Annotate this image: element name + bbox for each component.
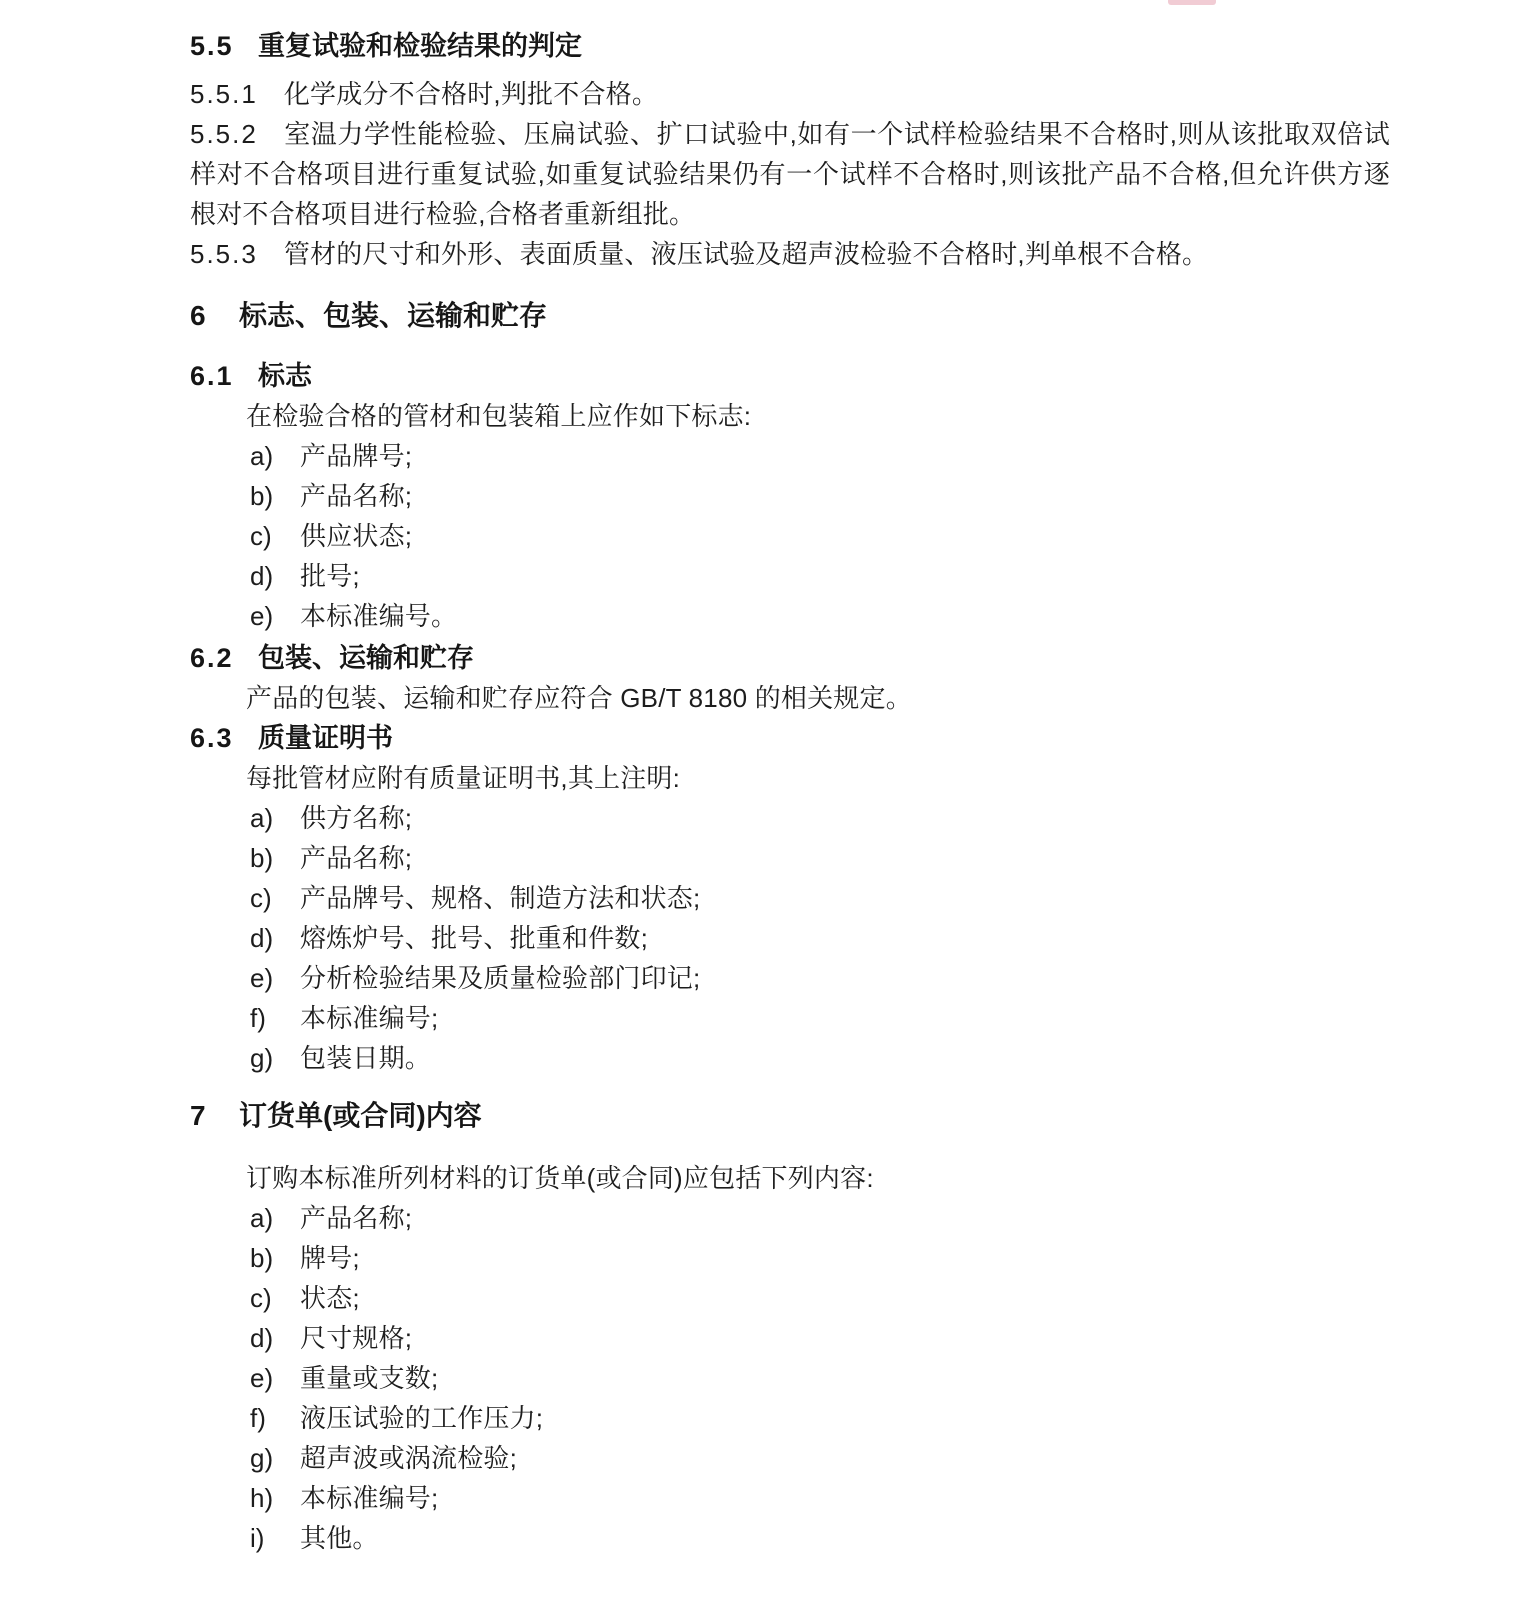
list-item-text: 供方名称;: [300, 803, 413, 833]
heading-number: 6.3: [190, 723, 234, 753]
list-item-text: 分析检验结果及质量检验部门印记;: [300, 963, 701, 993]
heading-number: 6.1: [190, 361, 234, 391]
heading-title: 包装、运输和贮存: [258, 643, 474, 673]
list-item-text: 产品名称;: [300, 1203, 413, 1233]
paragraph-7-intro: 订购本标准所列材料的订货单(或合同)应包括下列内容:: [246, 1163, 874, 1193]
heading-title: 订货单(或合同)内容: [239, 1100, 482, 1131]
list-item: [250, 1318, 1390, 1358]
clause-5-5-3: [190, 234, 1390, 274]
heading-7: [190, 1096, 1390, 1136]
list-item: [250, 838, 1390, 878]
list-item-label: i): [250, 1523, 265, 1553]
list-item: [250, 556, 1390, 596]
list-item: [250, 596, 1390, 636]
list-item-text: 液压试验的工作压力;: [300, 1403, 544, 1433]
list-item-text: 本标准编号;: [300, 1003, 439, 1033]
heading-number: 5.5: [190, 31, 234, 61]
list-item-text: 本标准编号;: [300, 1483, 439, 1513]
list-item-text: 状态;: [300, 1283, 360, 1313]
list-item: [250, 1198, 1390, 1238]
list-item-label: g): [250, 1043, 274, 1073]
heading-title: 重复试验和检验结果的判定: [258, 31, 582, 61]
list-item-label: d): [250, 1323, 274, 1353]
list-item-text: 其他。: [300, 1523, 379, 1553]
list-item: [250, 918, 1390, 958]
list-item-text: 尺寸规格;: [300, 1323, 413, 1353]
list-item: [250, 878, 1390, 918]
list-item-label: g): [250, 1443, 274, 1473]
list-item: [250, 1238, 1390, 1278]
clause-number: 5.5.3: [190, 239, 258, 269]
list-item-label: e): [250, 601, 274, 631]
list-item-text: 批号;: [300, 561, 360, 591]
heading-6: [190, 296, 1390, 336]
list-item-label: e): [250, 963, 274, 993]
list-item-text: 产品名称;: [300, 481, 413, 511]
paragraph-6-3-intro: 每批管材应附有质量证明书,其上注明:: [246, 763, 681, 793]
list-item-text: 产品名称;: [300, 843, 413, 873]
list-item: [250, 1398, 1390, 1438]
clause-number: 5.5.1: [190, 79, 258, 109]
list-item: [250, 1278, 1390, 1318]
heading-number: 6.2: [190, 643, 234, 673]
list-item-text: 超声波或涡流检验;: [300, 1443, 518, 1473]
paragraph-6-2-body: 产品的包装、运输和贮存应符合 GB/T 8180 的相关规定。: [246, 683, 912, 713]
clause-text: 化学成分不合格时,判批不合格。: [283, 79, 659, 109]
clause-text: 室温力学性能检验、压扁试验、扩口试验中,如有一个试样检验结果不合格时,则从该批取双倍试样对不合格项目进行重复试验,如重复试验结果仍有一个试样不合格时,则该批产品不合格,但允许供方逐根对不合格项目进行检验,合格者重新组批。: [190, 119, 1390, 229]
order-content-list: [190, 1198, 1390, 1558]
document-content: [190, 0, 1390, 1558]
heading-title: 标志: [258, 361, 312, 391]
clause-text: 管材的尺寸和外形、表面质量、液压试验及超声波检验不合格时,判单根不合格。: [283, 239, 1209, 269]
list-item: [250, 476, 1390, 516]
list-item-label: c): [250, 1283, 272, 1313]
list-item-label: d): [250, 923, 274, 953]
list-item-label: h): [250, 1483, 274, 1513]
list-item-text: 重量或支数;: [300, 1363, 439, 1393]
list-item: [250, 998, 1390, 1038]
list-item-label: b): [250, 843, 274, 873]
heading-title: 质量证明书: [258, 723, 393, 753]
heading-6-3: [190, 718, 1390, 758]
list-item-text: 本标准编号。: [300, 601, 458, 631]
list-item-text: 包装日期。: [300, 1043, 432, 1073]
list-item: [250, 516, 1390, 556]
list-item-label: a): [250, 803, 274, 833]
paragraph-6-1-intro: 在检验合格的管材和包装箱上应作如下标志:: [246, 401, 752, 431]
clause-number: 5.5.2: [190, 119, 258, 149]
list-item-label: d): [250, 561, 274, 591]
list-item-text: 供应状态;: [300, 521, 413, 551]
list-item-label: f): [250, 1403, 266, 1433]
list-item: [250, 1478, 1390, 1518]
list-item: [250, 1518, 1390, 1558]
list-item: [250, 1038, 1390, 1078]
list-item: [250, 1438, 1390, 1478]
heading-6-2: [190, 638, 1390, 678]
certificate-list: [190, 798, 1390, 1078]
list-item-label: c): [250, 521, 272, 551]
heading-number: 7: [190, 1100, 208, 1131]
clause-5-5-2: [190, 114, 1390, 234]
list-item-label: f): [250, 1003, 266, 1033]
list-item-label: a): [250, 441, 274, 471]
list-item-label: c): [250, 883, 272, 913]
list-item-label: b): [250, 1243, 274, 1273]
heading-number: 6: [190, 300, 208, 331]
list-item-label: b): [250, 481, 274, 511]
list-item-text: 牌号;: [300, 1243, 360, 1273]
list-item: [250, 958, 1390, 998]
heading-6-1: [190, 356, 1390, 396]
list-item-text: 产品牌号;: [300, 441, 413, 471]
list-item: [250, 798, 1390, 838]
heading-5-5: [190, 26, 1390, 66]
list-item-label: a): [250, 1203, 274, 1233]
heading-title: 标志、包装、运输和贮存: [239, 300, 548, 331]
list-item: [250, 436, 1390, 476]
list-item: [250, 1358, 1390, 1398]
clause-5-5-1: [190, 74, 1390, 114]
list-item-text: 熔炼炉号、批号、批重和件数;: [300, 923, 649, 953]
mark-list: [190, 436, 1390, 636]
list-item-text: 产品牌号、规格、制造方法和状态;: [300, 883, 701, 913]
list-item-label: e): [250, 1363, 274, 1393]
